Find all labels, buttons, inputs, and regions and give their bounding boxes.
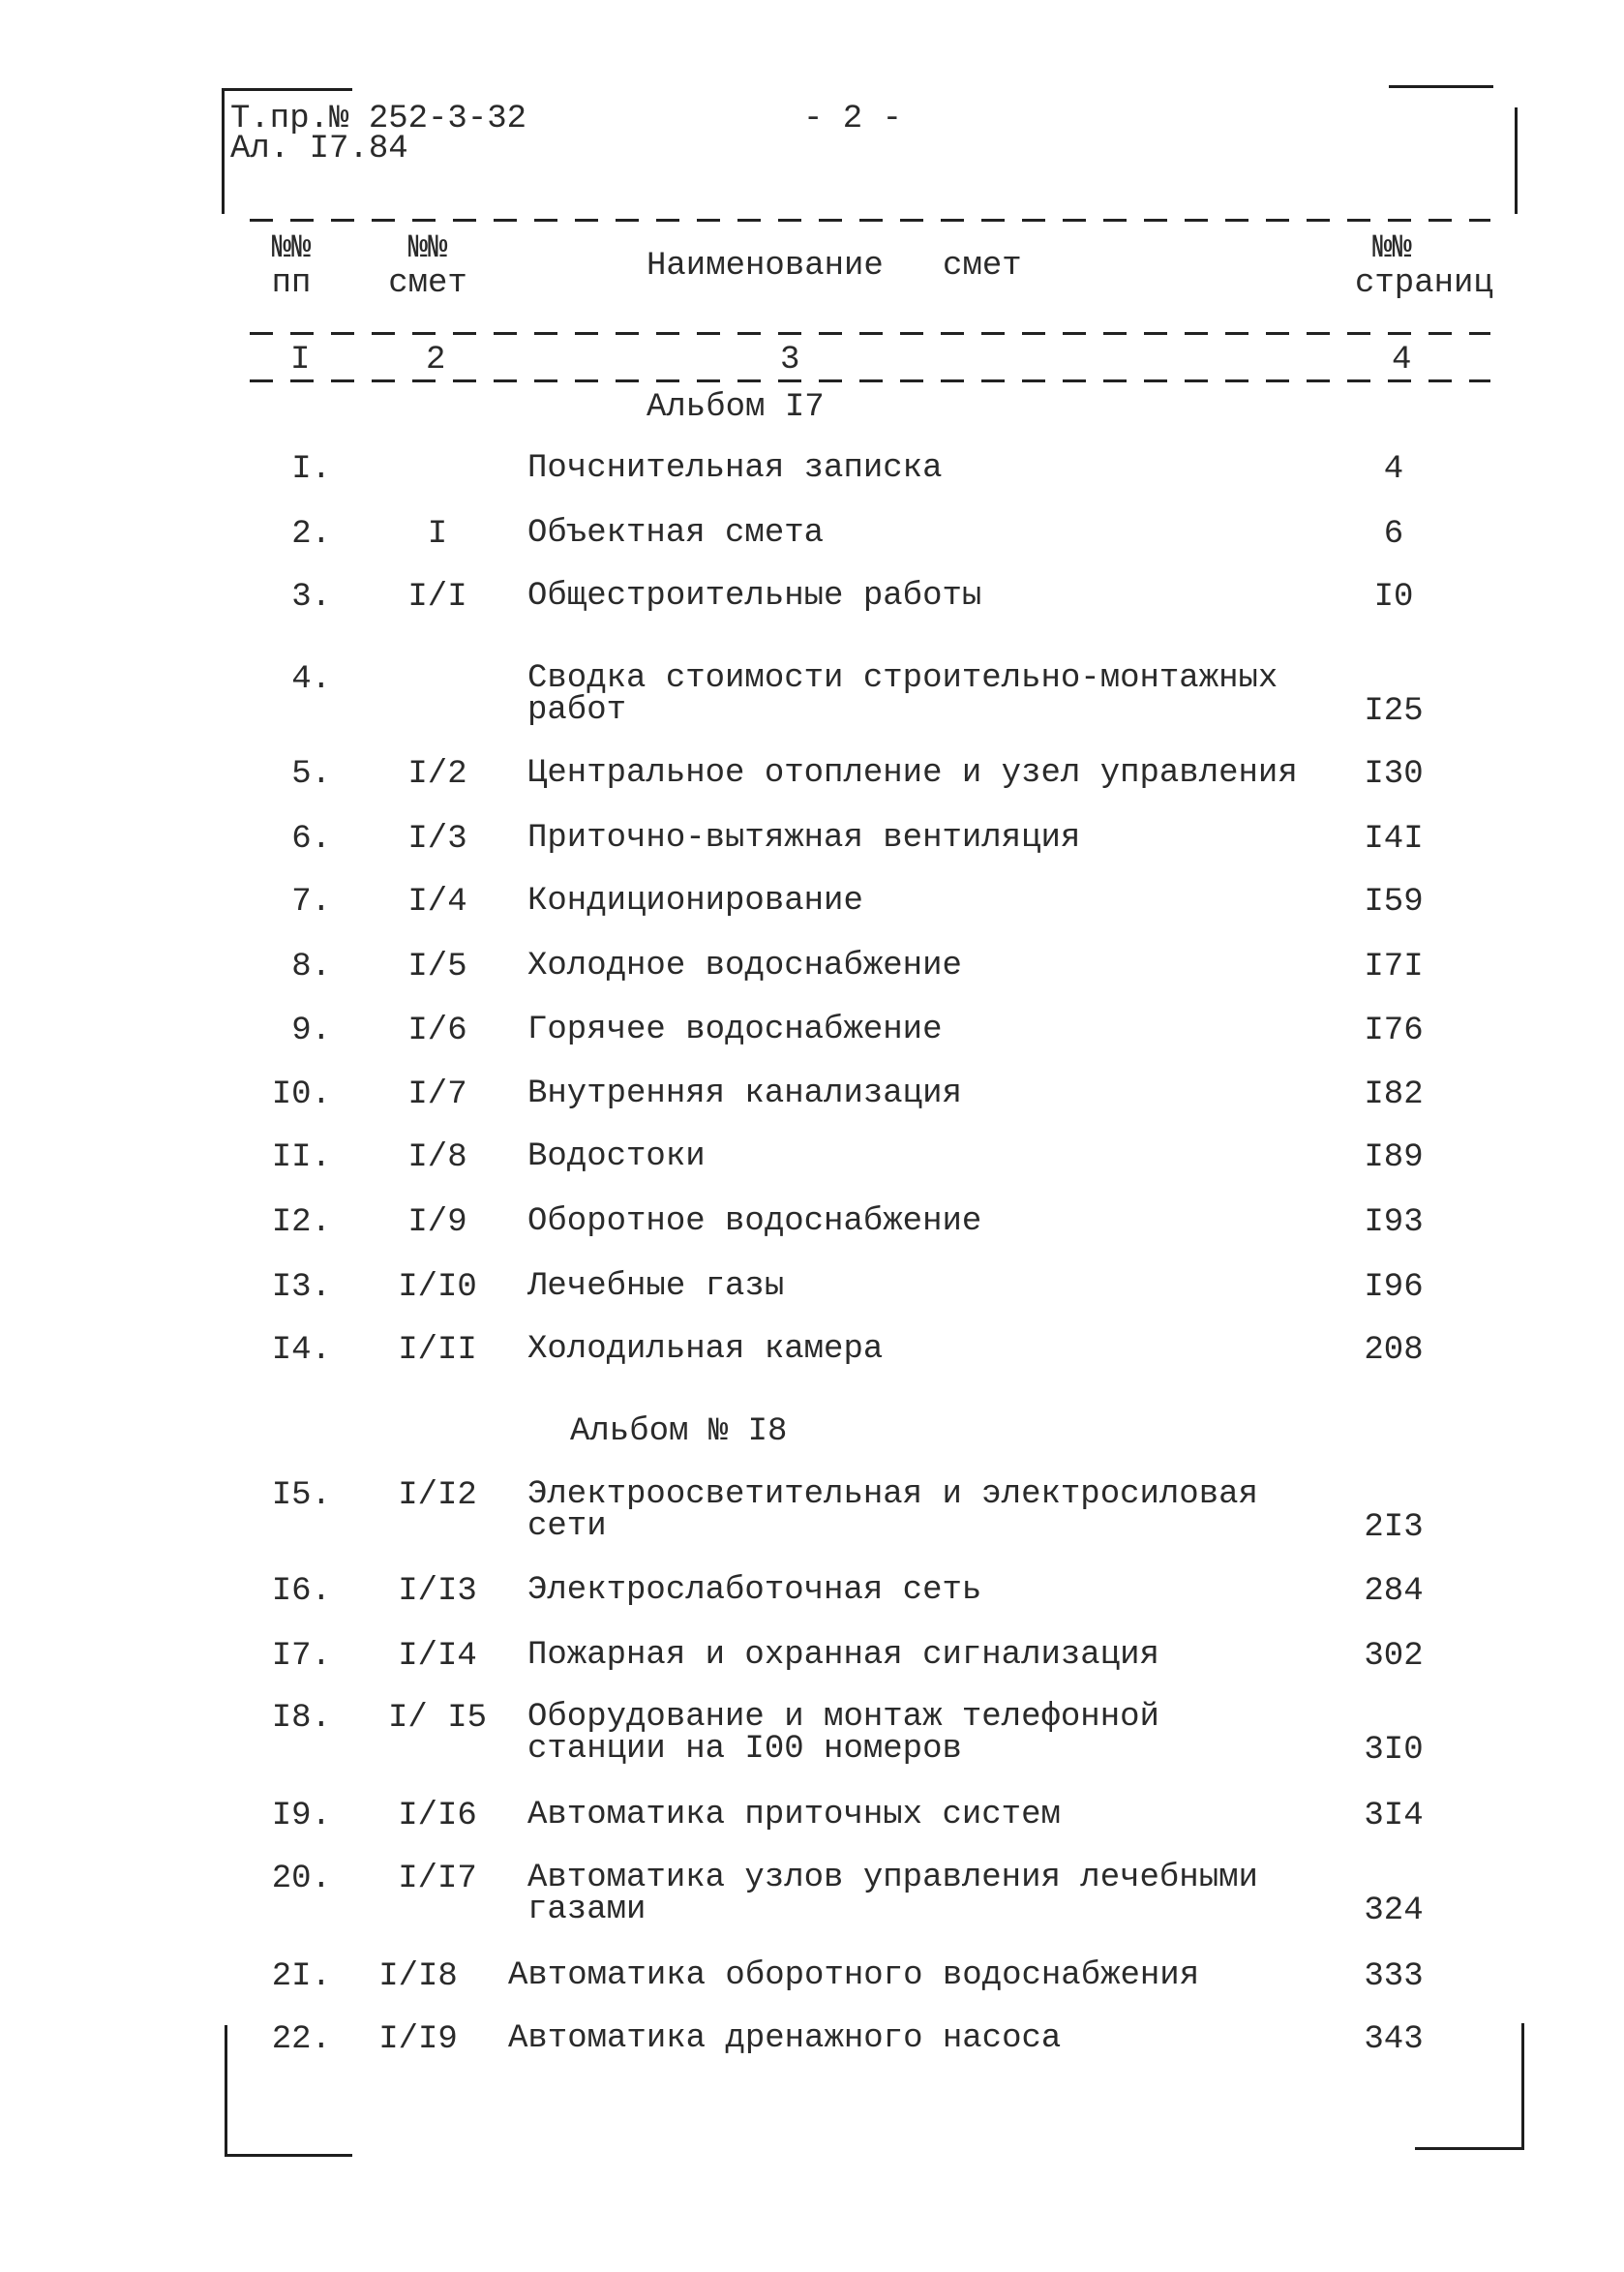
document-reference: Т.пр.№ 252-3-32: [230, 101, 527, 137]
column-header-name: Наименование смет: [647, 248, 1022, 285]
corner-mark-bottom-left-v: [225, 2025, 227, 2156]
estimate-code: I/I2: [398, 1477, 477, 1514]
estimate-code: I/3: [407, 821, 467, 858]
corner-mark-top-left-h: [223, 88, 352, 91]
row-number: 8.: [291, 949, 331, 985]
estimate-code: I/5: [407, 949, 467, 985]
corner-mark-bottom-right-h: [1415, 2147, 1524, 2150]
estimate-code: I/II: [398, 1332, 477, 1369]
album-reference: Ал. I7.84: [230, 131, 408, 167]
estimate-name: Приточно-вытяжная вентиляция: [527, 820, 1081, 857]
column-header-code-bottom: смет: [388, 265, 467, 302]
table-rule-bottom: [250, 379, 1490, 382]
estimate-name: Лечебные газы: [527, 1268, 785, 1305]
row-number: 20.: [271, 1861, 331, 1897]
estimate-code: I/I4: [398, 1638, 477, 1675]
row-number: 22.: [271, 2021, 331, 2058]
estimate-name: Оборотное водоснабжение: [527, 1203, 982, 1240]
estimate-code: I/6: [407, 1013, 467, 1049]
estimate-code: I/ I5: [387, 1700, 488, 1737]
page-number: 208: [1364, 1332, 1424, 1369]
estimate-code: I/I8: [378, 1958, 458, 1995]
column-header-num-top: №№: [271, 230, 312, 267]
row-number: 5.: [291, 756, 331, 793]
estimate-name: Центральное отопление и узел управления: [527, 755, 1298, 792]
corner-mark-bottom-right-v: [1521, 2023, 1524, 2149]
row-number: 2.: [291, 516, 331, 553]
estimate-name: Кондиционирование: [527, 883, 863, 920]
page-number: 324: [1364, 1893, 1424, 1929]
corner-mark-top-right-v: [1515, 107, 1518, 214]
column-header-page-bottom: страниц: [1355, 265, 1493, 302]
estimate-name: Автоматика приточных систем: [527, 1797, 1061, 1833]
row-number: 7.: [291, 884, 331, 921]
corner-mark-top-left-v: [222, 88, 225, 214]
row-number: I.: [291, 451, 331, 488]
page-number: I59: [1364, 884, 1424, 921]
estimate-name: Электроосветительная и электросиловая сети: [527, 1476, 1258, 1545]
row-number: I2.: [271, 1204, 331, 1241]
estimate-code: I/I3: [398, 1573, 477, 1610]
estimate-name: Автоматика оборотного водоснабжения: [508, 1957, 1200, 1994]
estimate-code: I/4: [407, 884, 467, 921]
album-heading-17: Альбом I7: [647, 389, 825, 426]
estimate-code: I/2: [407, 756, 467, 793]
estimate-name: Горячее водоснабжение: [527, 1012, 943, 1048]
estimate-code: I/I6: [398, 1798, 477, 1834]
page-number: 284: [1364, 1573, 1424, 1610]
row-number: 9.: [291, 1013, 331, 1049]
row-number: 6.: [291, 821, 331, 858]
estimate-name: Сводка стоимости строительно-монтажных работ: [527, 660, 1278, 729]
estimate-name: Холодильная камера: [527, 1331, 884, 1368]
estimate-name: Почснительная записка: [527, 450, 943, 487]
column-index-2: 2: [426, 342, 446, 379]
row-number: I0.: [271, 1076, 331, 1113]
estimate-code: I/9: [407, 1204, 467, 1241]
row-number: 2I.: [271, 1958, 331, 1995]
estimate-name: Пожарная и охранная сигнализация: [527, 1637, 1159, 1674]
row-number: I7.: [271, 1638, 331, 1675]
estimate-code: I/7: [407, 1076, 467, 1113]
page-number: I93: [1364, 1204, 1424, 1241]
album-heading-18: Альбом № I8: [570, 1413, 788, 1450]
column-header-code-top: №№: [407, 230, 448, 267]
corner-mark-top-right-h: [1389, 85, 1493, 88]
page-number: 6: [1383, 516, 1404, 553]
estimate-code: I/I0: [398, 1269, 477, 1306]
row-number: I8.: [271, 1700, 331, 1737]
table-rule-middle: [250, 332, 1490, 335]
page-number: I7I: [1364, 949, 1424, 985]
page-number: I76: [1364, 1013, 1424, 1049]
estimate-name: Оборудование и монтаж телефонной станции на I00 номеров: [527, 1699, 1159, 1768]
estimate-code: I/8: [407, 1139, 467, 1176]
estimate-name: Электрослаботочная сеть: [527, 1572, 982, 1609]
page-number: - 2 -: [803, 101, 903, 137]
page-number: I0: [1373, 579, 1414, 616]
page-number: 3I4: [1364, 1798, 1424, 1834]
estimate-name: Внутренняя канализация: [527, 1075, 962, 1112]
page-number: I4I: [1364, 821, 1424, 858]
page-number: 302: [1364, 1638, 1424, 1675]
page-number: I82: [1364, 1076, 1424, 1113]
column-index-1: I: [290, 342, 311, 379]
page-number: 333: [1364, 1958, 1424, 1995]
estimate-code: I/I9: [378, 2021, 458, 2058]
estimate-name: Холодное водоснабжение: [527, 948, 962, 985]
page-number: I96: [1364, 1269, 1424, 1306]
estimate-code: I/I: [407, 579, 467, 616]
column-header-num-bottom: пп: [271, 265, 312, 302]
page-number: I25: [1364, 693, 1424, 730]
estimate-name: Автоматика узлов управления лечебными газами: [527, 1860, 1258, 1928]
estimate-name: Водостоки: [527, 1138, 706, 1175]
estimate-name: Общестроительные работы: [527, 578, 982, 615]
table-rule-top: [250, 219, 1490, 222]
page-number: 3I0: [1364, 1732, 1424, 1769]
row-number: I3.: [271, 1269, 331, 1306]
estimate-name: Объектная смета: [527, 515, 825, 552]
estimate-name: Автоматика дренажного насоса: [508, 2020, 1062, 2057]
column-index-4: 4: [1392, 342, 1412, 379]
page-number: 2I3: [1364, 1509, 1424, 1546]
page-number: 4: [1383, 451, 1404, 488]
column-header-page-top: №№: [1372, 230, 1412, 267]
estimate-code: I/I7: [398, 1861, 477, 1897]
column-index-3: 3: [780, 342, 800, 379]
row-number: 4.: [291, 661, 331, 698]
corner-mark-bottom-left-h: [225, 2154, 352, 2157]
row-number: I9.: [271, 1798, 331, 1834]
page-number: I89: [1364, 1139, 1424, 1176]
page-number: I30: [1364, 756, 1424, 793]
row-number: I6.: [271, 1573, 331, 1610]
page-number: 343: [1364, 2021, 1424, 2058]
estimate-code: I: [427, 516, 448, 553]
row-number: I5.: [271, 1477, 331, 1514]
row-number: I4.: [271, 1332, 331, 1369]
row-number: II.: [271, 1139, 331, 1176]
row-number: 3.: [291, 579, 331, 616]
